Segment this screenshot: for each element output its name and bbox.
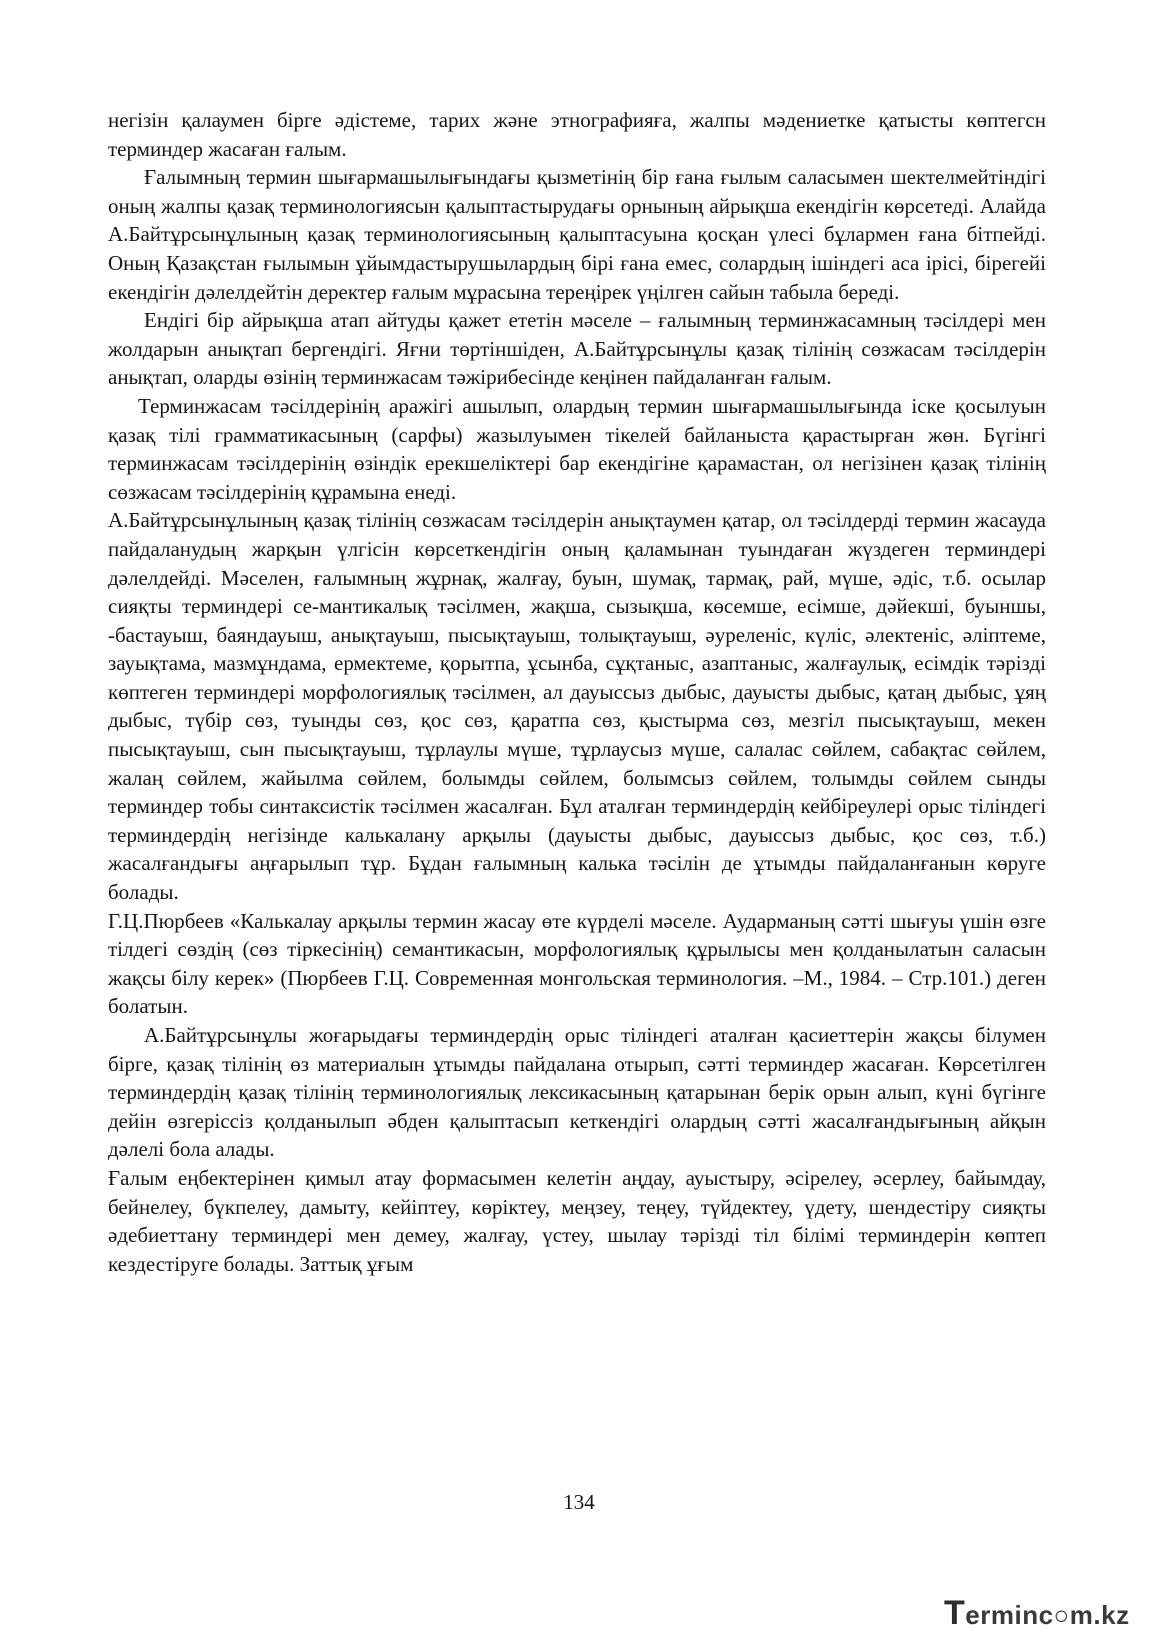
document-body: [108, 106, 1046, 1278]
paragraph-1: негізін қалаумен бірге әдістеме, тарих және этнографияға, жалпы мәдениетке қатысты көптегсн терминдер жасаған ғалым.: [108, 108, 1046, 161]
paragraph-8: Ғалым еңбектерінен қимыл атау формасымен келетін аңдау, ауыстыру, әсірелеу, әсерлеу, байымдау, бейнелеу, бүкпелеу, дамыту, кейіптеу, көріктеу, меңзеу, теңеу, түйдектеу, үдету, шендестіру сияқты әдебиеттану терминдері мен демеу, жалғау, үстеу, шылау тәрізді тіл білімі терминдерін көптеп кездестіруге болады. Заттық ұғым: [108, 1165, 1046, 1276]
logo-text: erminc: [965, 1600, 1054, 1630]
logo-letter-t: T: [944, 1594, 966, 1632]
paragraph-7: А.Байтұрсынұлы жоғарыдағы терминдердің орыс тіліндегі аталған қасиеттерін жақсы білумен бірге, қазақ тілінің өз материалын ұтымды пайдалана отырып, сәтті терминдер жасаған. Көрсетілген терминдердің қазақ тілінің терминологиялық лексикасының қатарынан берік орын алып, күні бүгінге дейін өзгеріссіз қолданылып әбден қалыптасып кеткендігі олардың сәтті жасалғандығының айқын дәлелі бола алады.: [108, 1023, 1046, 1162]
paragraph-4: Терминжасам тәсілдерінің аражігі ашылып, олардың термин шығармашылығында іске қосылуын қазақ тілі грамматикасының (сарфы) жазылуымен тікелей байланыста қарастырған жөн. Бүгінгі терминжасам тәсілдерінің өзіндік ерекшеліктері бар екендігіне қарамастан, ол негізінен қазақ тілінің сөзжасам тәсілдерінің құрамына енеді.: [108, 393, 1046, 504]
termincom-logo[interactable]: [944, 1594, 1130, 1633]
logo-o-glyph: ○: [1053, 1600, 1070, 1630]
page-number: 134: [563, 1490, 595, 1514]
paragraph-5: А.Байтұрсынұлының қазақ тілінің сөзжасам тәсілдерін анықтаумен қатар, ол тәсілдерді термин жасауда пайдаланудың жарқын үлгісін көрсеткендігін оның қаламынан туындаған жүздеген терминдері дәлелдейді. Мәселен, ғалымның жұрнақ, жалғау, буын, шумақ, тармақ, рай, мүше, әдіс, т.б. осылар сияқты терминдері се-мантикалық тәсілмен, жақша, сызықша, көсемше, есімше, дәйекші, буыншы, -бастауыш, баяндауыш, анықтауыш, пысықтауыш, толықтауыш, әуреленіс, күліс, әлектеніс, әліптеме, зауықтама, мазмұндама, ермектеме, қорытпа, ұсынба, сұқтаныс, азаптаныс, жалғаулық, есімдік тәрізді көптеген терминдері морфологиялық тәсілмен, ал дауыссыз дыбыс, дауысты дыбыс, қатаң дыбыс, ұяң дыбыс, түбір сөз, туынды сөз, қос сөз, қаратпа сөз, қыстырма сөз, мезгіл пысықтауыш, мекен пысықтауыш, сын пысықтауыш, тұрлаулы мүше, тұрлаусыз мүше, салалас сөйлем, сабақтас сөйлем, жалаң сөйлем, жайылма сөйлем, болымды сөйлем, болымсыз сөйлем, толымды сөйлем сынды терминдер тобы синтаксистік тәсілмен жасалған. Бұл аталған терминдердің кейбіреулері орыс тіліндегі терминдердің негізінде калькалану арқылы (дауысты дыбыс, дауыссыз дыбыс, қос сөз, т.б.) жасалғандығы аңғарылып тұр. Бұдан ғалымның калька тәсілін де ұтымды пайдаланғанын көруге болады.: [108, 508, 1046, 905]
paragraph-2: Ғалымның термин шығармашылығындағы қызметінің бір ғана ғылым саласымен шектелмейтіндігі оның жалпы қазақ терминологиясын қалыптастырудағы орнының айрықша екендігін көрсетеді. Алайда А.Байтұрсынұлының қазақ терминологиясының қалыптасуына қосқан үлесі бұлармен ғана бітпейді. Оның Қазақстан ғылымын ұйымдастырушылардың бірі ғана емес, солардың ішіндегі аса ірісі, бірегейі екендігін дәлелдейтін деректер ғалым мұрасына тереңірек үңілген сайын табыла береді.: [108, 165, 1046, 304]
paragraph-6: Г.Ц.Пюрбеев «Калькалау арқылы термин жасау өте күрделі мәселе. Аударманың сәтті шығуы үшін өзге тілдегі сөздің (сөз тіркесінің) семантикасын, морфологиялық құрылысы мен қолданылатын саласын жақсы білу керек» (Пюрбеев Г.Ц. Современная монгольская терминология. –М., 1984. – Стр.101.) деген болатын.: [108, 908, 1046, 1019]
logo-domain: m.kz: [1069, 1600, 1130, 1630]
paragraph-3: Ендігі бір айрықша атап айтуды қажет ететін мәселе – ғалымның терминжасамның тәсілдері мен жолдарын анықтап бергендігі. Яғни төртіншіден, А.Байтұрсынұлы қазақ тілінің сөзжасам тәсілдерін анықтап, оларды өзінің терминжасам тәжірибесінде кеңінен пайдаланған ғалым.: [108, 308, 1046, 390]
